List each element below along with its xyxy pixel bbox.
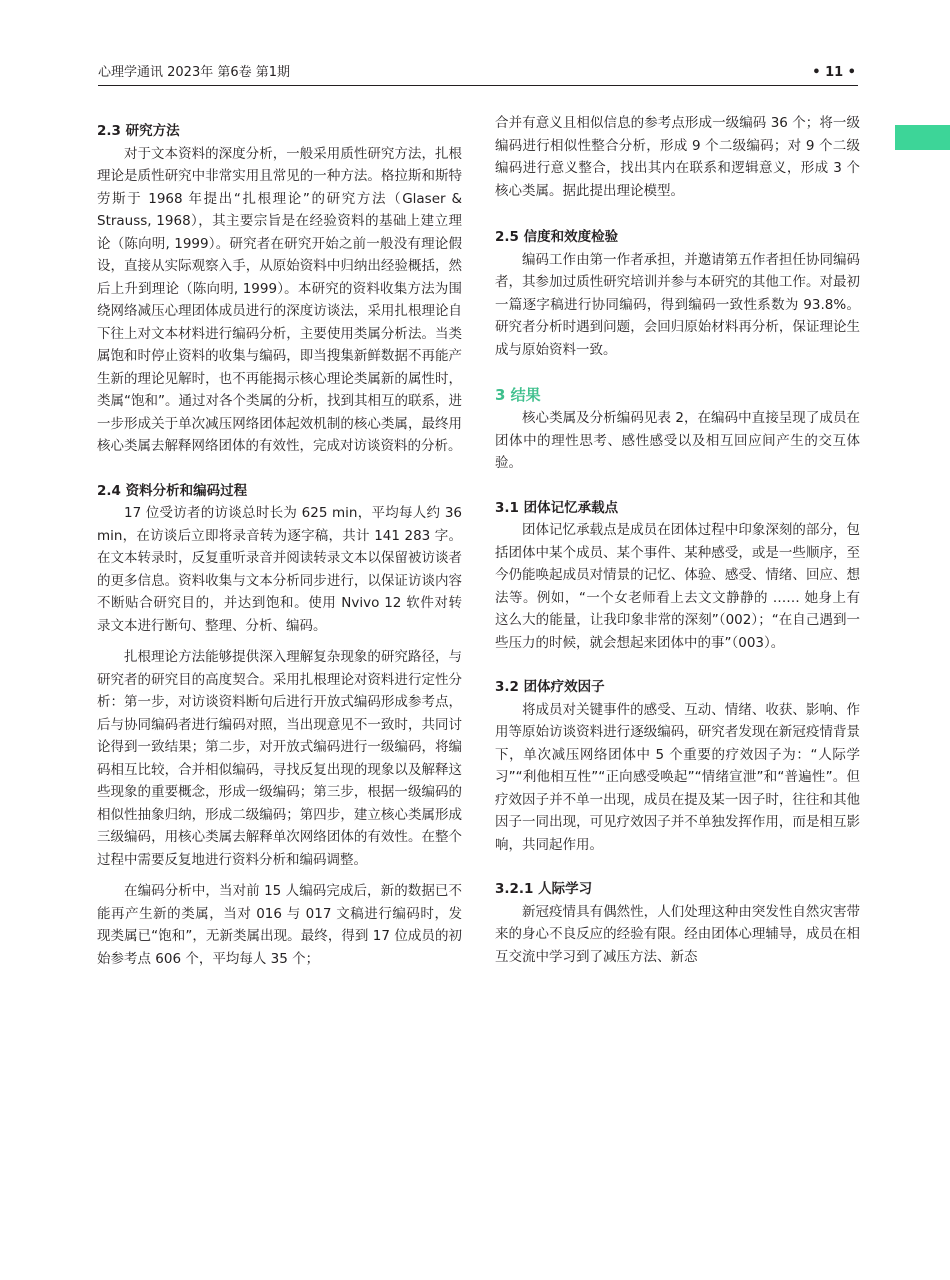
right-column	[495, 112, 860, 968]
page-number: • 11 •	[812, 65, 856, 80]
left-column	[97, 112, 462, 970]
section-3-2-1-paragraph: 新冠疫情具有偶然性，人们处理这种由突发性自然灾害带来的身心不良反应的经验有限。经由团体心理辅导，成员在相互交流中学习到了减压方法、新态	[495, 903, 860, 965]
continued-paragraph: 合并有意义且相似信息的参考点形成一级编码 36 个；将一级编码进行相似性整合分析，形成 9 个二级编码；对 9 个二级编码进行意义整合，找出其内在联系和逻辑意义，形成 3 个核心类属。据此提出理论模型。	[495, 115, 860, 199]
section-3-2-heading: 3.2 团体疗效因子	[495, 679, 605, 695]
section-3-heading: 3 结果	[495, 386, 541, 404]
side-color-tab	[895, 125, 950, 150]
section-3-1-heading: 3.1 团体记忆承载点	[495, 499, 619, 516]
section-2-3-heading: 2.3 研究方法	[97, 123, 180, 139]
section-3-2-1-heading: 3.2.1 人际学习	[495, 881, 593, 897]
section-3-paragraph: 核心类属及分析编码见表 2，在编码中直接呈现了成员在团体中的理性思考、感性感受以及相互回应间产生的交互体验。	[495, 410, 860, 471]
section-2-4-paragraph-1: 17 位受访者的访谈总时长为 625 min，平均每人约 36 min，在访谈后立即将录音转为逐字稿，共计 141 283 字。在文本转录时，反复重听录音并阅读转录文本以保留被访谈者的更多信息。资料收集与文本分析同步进行，以保证访谈内容不断贴合研究目的，并达到饱和。使用 Nvivo 12 软件对转录文本进行断句、整理、分析、编码。	[97, 505, 462, 634]
section-3-2-paragraph: 将成员对关键事件的感受、互动、情绪、收获、影响、作用等原始访谈资料进行逐级编码，研究者发现在新冠疫情背景下，单次减压网络团体中 5 个重要的疗效因子为：“人际学习”“利他相互性”“正向感受唤起”“情绪宣泄”和“普遍性”。但疗效因子并不单一出现，成员在提及某一因子时，往往和其他因子一同出现，可见疗效因子并不单独发挥作用，而是相互影响，共同起作用。	[495, 701, 860, 853]
section-3-1-paragraph: 团体记忆承载点是成员在团体过程中印象深刻的部分，包括团体中某个成员、某个事件、某种感受，或是一些顺序，至今仍能唤起成员对情景的记忆、体验、感受、情绪、回应、想法等。例如，“一个女老师看上去文文静静的 …… 她身上有这么大的能量，让我印象非常的深刻”（002）；“在自己遇到一些压力的时候，就会想起来团体中的事”（003）。	[495, 522, 860, 651]
section-2-5-paragraph: 编码工作由第一作者承担，并邀请第五作者担任协同编码者，其参加过质性研究培训并参与本研究的其他工作。对最初一篇逐字稿进行协同编码，得到编码一致性系数为 93.8%。研究者分析时遇到问题，会回归原始材料再分析，保证理论生成与原始资料一致。	[495, 251, 860, 358]
section-2-4-paragraph-2: 扎根理论方法能够提供深入理解复杂现象的研究路径，与研究者的研究目的高度契合。采用扎根理论对资料进行定性分析：第一步，对访谈资料断句后进行开放式编码形成参考点，后与协同编码者进行编码对照，当出现意见不一致时，共同讨论得到一致结果；第二步，对开放式编码进行一级编码，将编码相互比较，合并相似编码，寻找反复出现的现象以及解释这些现象的重要概念，形成一级编码；第三步，根据一级编码的相似性抽象归纳，形成二级编码；第四步，建立核心类属形成三级编码，用核心类属去解释单次网络团体的有效性。在整个过程中需要反复地进行资料分析和编码调整。	[97, 649, 462, 868]
section-2-4-heading: 2.4 资料分析和编码过程	[97, 482, 248, 499]
header-rule	[98, 85, 858, 86]
section-2-4-paragraph-3: 在编码分析中，当对前 15 人编码完成后，新的数据已不能再产生新的类属，当对 016 与 017 文稿进行编码时，发现类属已“饱和”，无新类属出现。最终，得到 17 位成员的初始参考点 606 个，平均每人 35 个；	[97, 883, 462, 967]
section-2-3-paragraph: 对于文本资料的深度分析，一般采用质性研究方法，扎根理论是质性研究中非常实用且常见的一种方法。格拉斯和斯特劳斯于 1968 年提出“扎根理论”的研究方法（Glaser & Strauss, 1968），其主要宗旨是在经验资料的基础上建立理论（陈向明, 1999）。研究者在研究开始之前一般没有理论假设，直接从实际观察入手，从原始资料中归纳出经验概括，然后上升到理论（陈向明, 1999）。本研究的资料收集方法为围绕网络减压心理团体成员进行的深度访谈法，采用扎根理论自下往上对文本材料进行编码分析，主要使用类属分析法。当类属饱和时停止资料的收集与编码，即当搜集新鲜数据不再能产生新的理论见解时，也不再能揭示核心理论类属新的属性时，类属“饱和”。通过对各个类属的分析，找到其相互的联系，进一步形成关于单次减压网络团体起效机制的核心类属，最终用核心类属去解释网络团体的有效性，完成对访谈资料的分析。	[97, 145, 462, 454]
section-2-5-heading: 2.5 信度和效度检验	[495, 229, 619, 245]
journal-header: 心理学通讯 2023年 第6卷 第1期	[98, 65, 291, 80]
